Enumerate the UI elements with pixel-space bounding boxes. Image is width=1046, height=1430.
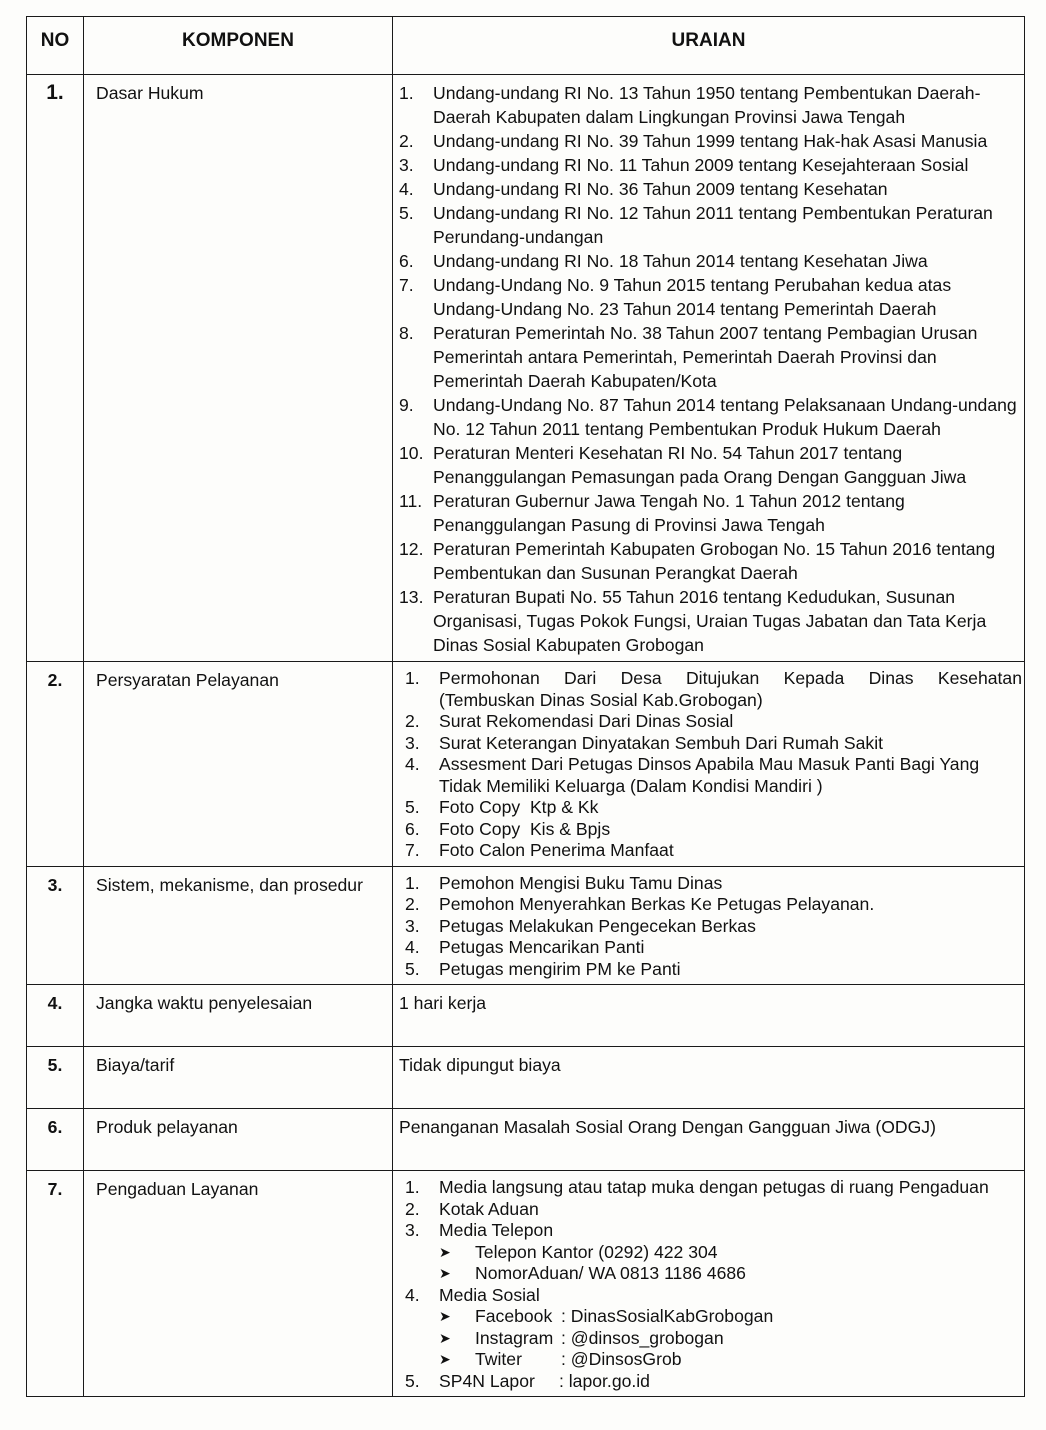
table-row-pengaduan [27,1171,1025,1397]
arrow-bullet-icon: ➤ [439,1265,451,1281]
list-item: 3. Surat Keterangan Dinyatakan Sembuh Dari Rumah Sakit [405,732,883,753]
list-item: ➤ Twiter : @DinsosGrob [439,1349,682,1369]
list-item: 1. Undang-undang RI No. 13 Tahun 1950 tentang Pembentukan Daerah-Daerah Kabupaten dalam Lingkungan Provinsi Jawa Tengah [399,83,981,127]
row-uraian [393,1171,1025,1397]
list-item: 8. Peraturan Pemerintah No. 38 Tahun 2007 tentang Pembagian Urusan Pemerintah antara Pemerintah, Pemerintah Daerah Provinsi dan Pemerintah Daerah Kabupaten/Kota [399,323,978,391]
table-row-dasar-hukum [27,75,1025,662]
row-uraian: 1 hari kerja [393,985,1025,1047]
list-item: 2. Surat Rekomendasi Dari Dinas Sosial [405,711,734,731]
procedure-list [399,873,1022,981]
list-item: 5. Undang-undang RI No. 12 Tahun 2011 tentang Pembentukan Peraturan Perundang-undangan [399,203,993,247]
spm-sheet [26,16,1024,1397]
row-number: 4. [27,985,84,1047]
row-uraian [393,662,1025,867]
row-number: 7. [27,1171,84,1397]
social-media-sublist [399,1306,1022,1371]
arrow-bullet-icon: ➤ [439,1329,451,1346]
row-number: 6. [27,1109,84,1171]
table-row-persyaratan [27,662,1025,867]
list-item: 3. Undang-undang RI No. 11 Tahun 2009 tentang Kesejahteraan Sosial [399,155,969,175]
list-item: 5. Petugas mengirim PM ke Panti [405,958,681,979]
telephone-sublist [399,1242,1022,1285]
arrow-bullet-icon: ➤ [439,1351,451,1367]
list-item: 6. Foto Copy Kis & Bpjs [405,818,611,839]
list-item: 5. SP4N Lapor : lapor.go.id [405,1370,650,1391]
list-item: 7. Undang-Undang No. 9 Tahun 2015 tentang Perubahan kedua atas Undang-Undang No. 23 Tahun 2014 tentang Pemerintah Daerah [399,275,952,319]
list-item: 9. Undang-Undang No. 87 Tahun 2014 tentang Pelaksanaan Undang-undang No. 12 Tahun 2011 tentang Pembentukan Produk Hukum Daerah [399,395,1017,439]
arrow-bullet-icon: ➤ [439,1243,451,1260]
list-item: 11. Peraturan Gubernur Jawa Tengah No. 1 Tahun 2012 tentang Penanggulangan Pasung di Provinsi Jawa Tengah [399,491,905,535]
row-uraian: Penanganan Masalah Sosial Orang Dengan Gangguan Jiwa (ODGJ) [393,1109,1025,1171]
complaint-channels-list [399,1177,1022,1242]
list-item: 1. Media langsung atau tatap muka dengan petugas di ruang Pengaduan [405,1177,989,1197]
list-item: 5. Foto Copy Ktp & Kk [405,797,599,817]
row-komponen: Biaya/tarif [84,1047,393,1109]
row-uraian [393,75,1025,662]
table-row-produk [27,1109,1025,1171]
list-item: 3. Media Telepon [405,1220,554,1240]
list-item: 13. Peraturan Bupati No. 55 Tahun 2016 tentang Kedudukan, Susunan Organisasi, Tugas Pokok Fungsi, Uraian Tugas Jabatan dan Tata Kerja Dinas Sosial Kabupaten Grobogan [399,587,987,655]
header-komponen: KOMPONEN [84,17,393,75]
row-number: 5. [27,1047,84,1109]
row-komponen: Dasar Hukum [84,75,393,662]
list-item: 4. Undang-undang RI No. 36 Tahun 2009 tentang Kesehatan [399,179,888,199]
arrow-bullet-icon: ➤ [439,1308,451,1324]
list-item: 6. Undang-undang RI No. 18 Tahun 2014 tentang Kesehatan Jiwa [399,251,928,271]
list-item: ➤ Facebook : DinasSosialKabGrobogan [439,1306,774,1326]
row-komponen: Sistem, mekanisme, dan prosedur [84,866,393,985]
row-komponen: Pengaduan Layanan [84,1171,393,1397]
header-uraian: URAIAN [393,17,1025,75]
row-number: 1. [27,75,84,662]
row-komponen: Jangka waktu penyelesaian [84,985,393,1047]
list-item: 12. Peraturan Pemerintah Kabupaten Grobogan No. 15 Tahun 2016 tentang Pembentukan dan Susunan Perangkat Daerah [399,539,996,583]
list-item: 4. Media Sosial [405,1284,540,1305]
list-item: 7. Foto Calon Penerima Manfaat [405,840,674,860]
table-row-jangka-waktu [27,985,1025,1047]
service-standard-table [26,16,1025,1397]
header-no: NO [27,17,84,75]
complaint-channels-list-cont [399,1285,1022,1307]
row-number: 3. [27,866,84,985]
table-row-biaya [27,1047,1025,1109]
list-item: 2. Undang-undang RI No. 39 Tahun 1999 tentang Hak-hak Asasi Manusia [399,131,988,151]
requirements-list [399,668,1022,862]
list-item: 4. Petugas Mencarikan Panti [405,937,645,957]
list-item: 3. Petugas Melakukan Pengecekan Berkas [405,915,756,936]
list-item: ➤ Instagram : @dinsos_grobogan [439,1327,724,1348]
row-number: 2. [27,662,84,867]
list-item: 1. Permohonan Dari Desa Ditujukan Kepada Dinas Kesehatan (Tembuskan Dinas Sosial Kab.Grobogan) [405,668,1022,710]
row-komponen: Produk pelayanan [84,1109,393,1171]
table-row-prosedur [27,866,1025,985]
table-header-row [27,17,1025,75]
list-item: 1. Pemohon Mengisi Buku Tamu Dinas [405,872,723,893]
list-item: 2. Kotak Aduan [405,1198,539,1219]
list-item: 10. Peraturan Menteri Kesehatan RI No. 54 Tahun 2017 tentang Penanggulangan Pemasungan pada Orang Dengan Gangguan Jiwa [399,443,967,487]
row-uraian [393,866,1025,985]
list-item: ➤ Telepon Kantor (0292) 422 304 [439,1241,718,1262]
row-komponen: Persyaratan Pelayanan [84,662,393,867]
list-item: 4. Assesment Dari Petugas Dinsos Apabila Mau Masuk Panti Bagi Yang Tidak Memiliki Keluarga (Dalam Kondisi Mandiri ) [405,754,980,796]
legal-basis-list [399,81,1022,657]
complaint-channels-list-end [399,1371,1022,1393]
list-item: 2. Pemohon Menyerahkan Berkas Ke Petugas Pelayanan. [405,894,875,914]
list-item: ➤ NomorAduan/ WA 0813 1186 4686 [439,1263,746,1283]
row-uraian: Tidak dipungut biaya [393,1047,1025,1109]
